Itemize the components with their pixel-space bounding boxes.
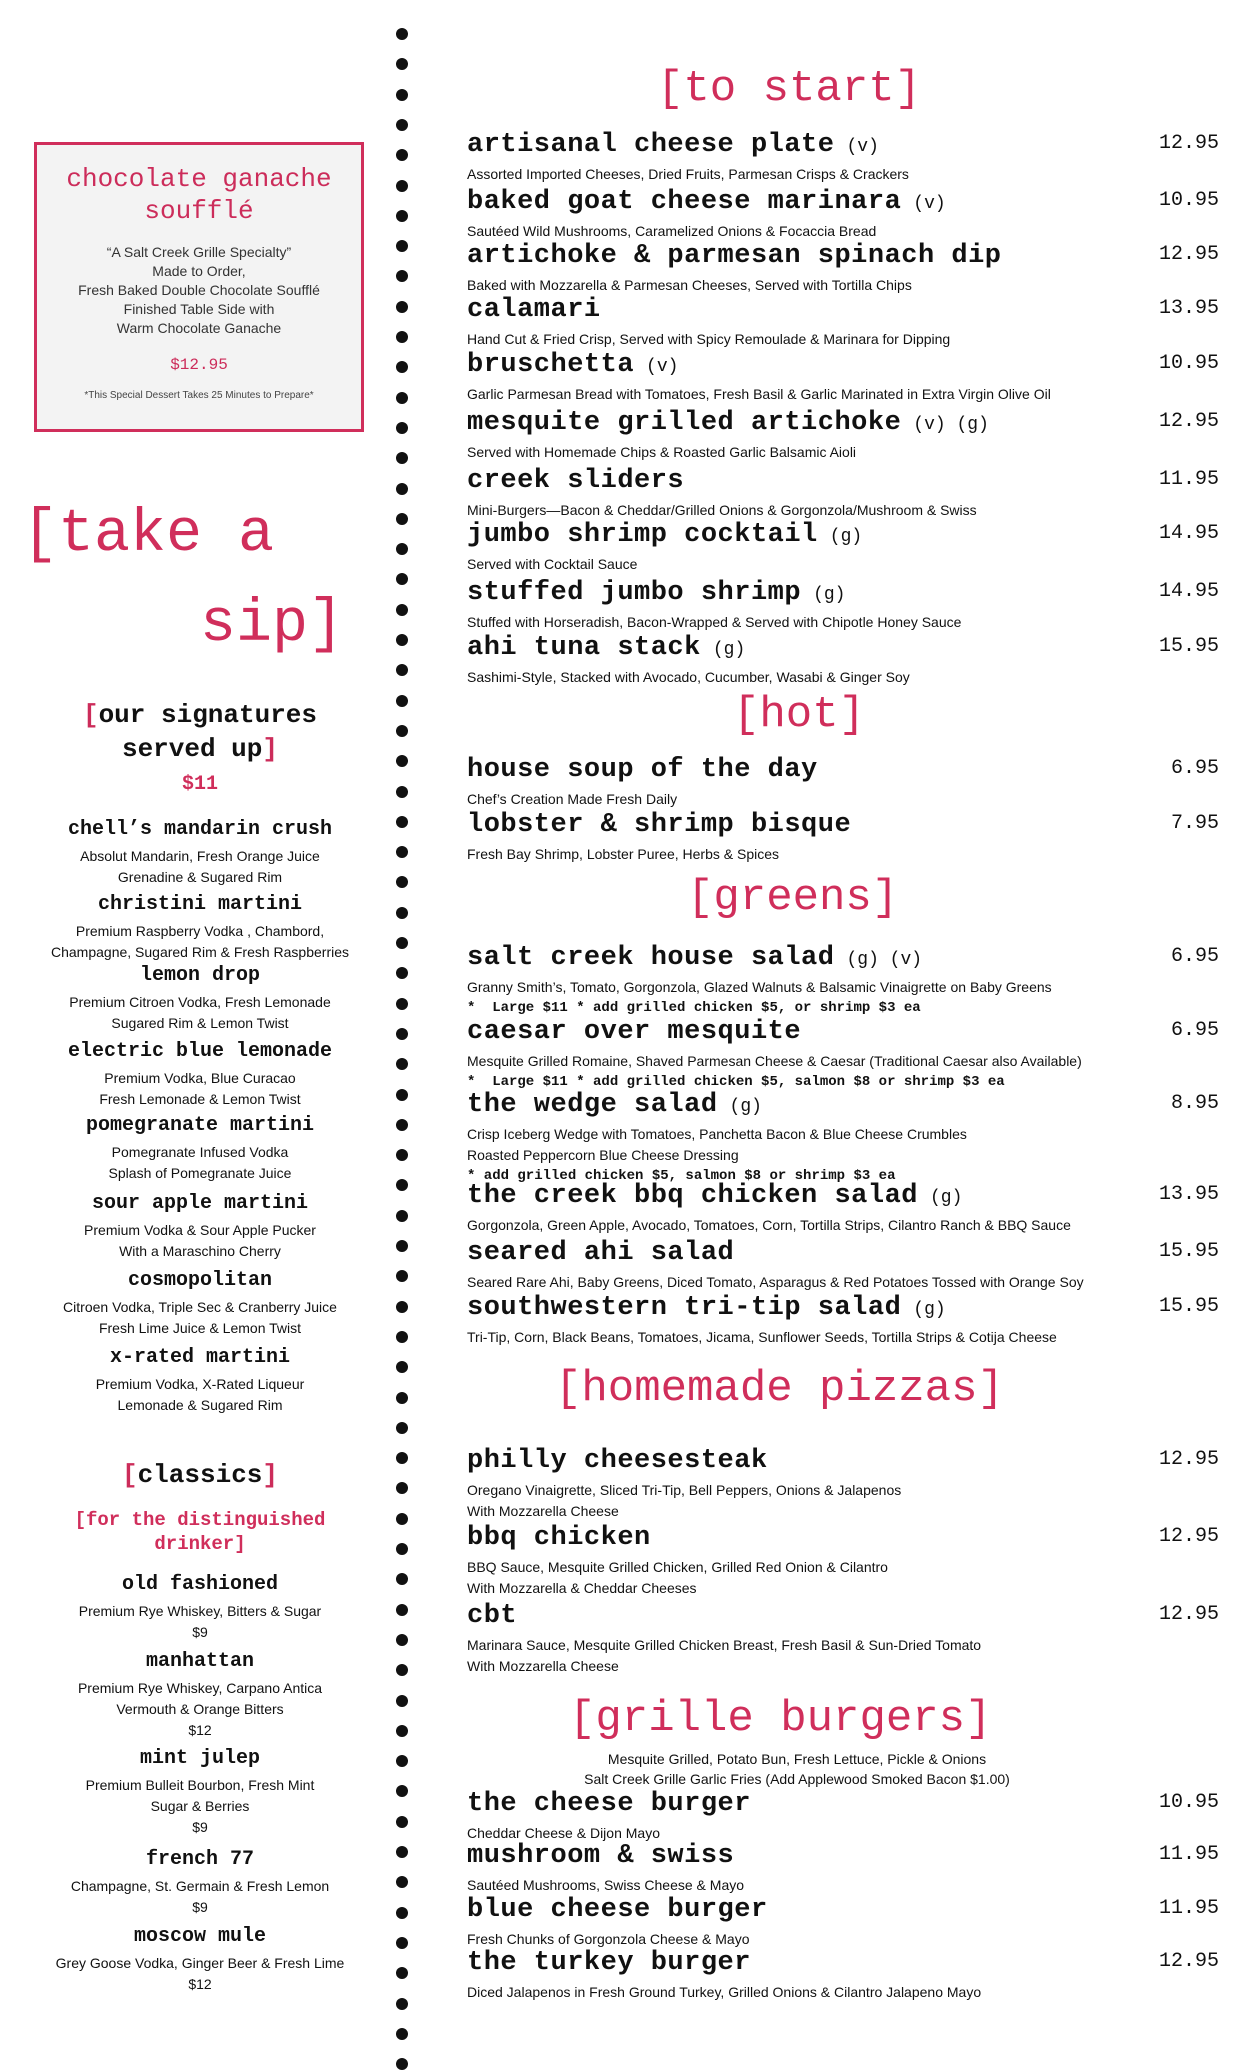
- divider-dot: [396, 664, 408, 676]
- menu-item-price: 8.95: [1170, 1092, 1219, 1115]
- souffle-desc-line: Made to Order,: [152, 263, 246, 279]
- divider-dot: [396, 1755, 408, 1767]
- menu-item-name: [467, 241, 1001, 271]
- divider-dot: [396, 1967, 408, 1979]
- menu-item-name: [467, 408, 989, 438]
- menu-item-description: Marinara Sauce, Mesquite Grilled Chicken Breast, Fresh Basil & Sun-Dried Tomato: [467, 1637, 982, 1653]
- menu-item-title: the turkey burger: [467, 1948, 751, 1978]
- menu-item-description: Cheddar Cheese & Dijon Mayo: [467, 1825, 660, 1841]
- divider-dot: [396, 816, 408, 828]
- menu-item-price: 15.95: [1158, 635, 1219, 658]
- menu-item-description: Served with Homemade Chips & Roasted Garlic Balsamic Aioli: [467, 444, 857, 460]
- menu-item-name: [467, 1895, 768, 1925]
- menu-item-price: 11.95: [1158, 468, 1219, 491]
- menu-item-name: [467, 1523, 651, 1553]
- signatures-heading-line2: served up: [121, 734, 263, 764]
- menu-item-description: Tri-Tip, Corn, Black Beans, Tomatoes, Jicama, Sunflower Seeds, Tortilla Strips & Cotija Cheese: [467, 1329, 1057, 1345]
- signature-drink-desc: Fresh Lemonade & Lemon Twist: [99, 1091, 301, 1107]
- divider-dot: [396, 846, 408, 858]
- menu-item-description: Fresh Bay Shrimp, Lobster Puree, Herbs & Spices: [467, 846, 780, 862]
- menu-item-name: [467, 1090, 762, 1120]
- burger-intro-line: Salt Creek Grille Garlic Fries (Add Applewood Smoked Bacon $1.00): [584, 1771, 1010, 1787]
- dotted-divider: [396, 14, 416, 2044]
- souffle-feature-box: [34, 142, 364, 432]
- menu-item-price: 11.95: [1158, 1897, 1219, 1920]
- classic-drink-desc: Grey Goose Vodka, Ginger Beer & Fresh Lime: [55, 1955, 345, 1971]
- classic-drink-desc: $9: [192, 1624, 208, 1640]
- menu-item-dietary-tag: (v): [846, 137, 879, 157]
- menu-item-title: philly cheesesteak: [467, 1446, 768, 1476]
- signature-drink-name: electric blue lemonade: [67, 1040, 333, 1063]
- menu-item-name: [467, 295, 601, 325]
- divider-dot: [396, 513, 408, 525]
- divider-dot: [396, 725, 408, 737]
- classic-drink-desc: Premium Bulleit Bourbon, Fresh Mint: [85, 1777, 315, 1793]
- classics-subtitle-line1: [for the distinguished: [74, 1509, 326, 1531]
- menu-item-description: With Mozzarella Cheese: [467, 1503, 619, 1519]
- menu-item-title: the creek bbq chicken salad: [467, 1181, 918, 1211]
- signature-drink-desc: Citroen Vodka, Triple Sec & Cranberry Juice: [63, 1299, 337, 1315]
- divider-dot: [396, 270, 408, 282]
- divider-dot: [396, 1422, 408, 1434]
- divider-dot: [396, 1816, 408, 1828]
- menu-item-price: 10.95: [1158, 189, 1219, 212]
- menu-item-name: [467, 130, 879, 160]
- divider-dot: [396, 1573, 408, 1585]
- menu-item-title: salt creek house salad: [467, 943, 835, 973]
- divider-dot: [396, 452, 408, 464]
- menu-item-title: jumbo shrimp cocktail: [467, 520, 818, 550]
- menu-item-description: Chef’s Creation Made Fresh Daily: [467, 791, 678, 807]
- divider-dot: [396, 1695, 408, 1707]
- divider-dot: [396, 149, 408, 161]
- menu-item-title: blue cheese burger: [467, 1895, 768, 1925]
- divider-dot: [396, 1149, 408, 1161]
- divider-dot: [396, 2058, 408, 2070]
- divider-dot: [396, 1634, 408, 1646]
- signatures-heading-line1: our signatures: [98, 700, 318, 730]
- menu-item-name: [467, 1181, 962, 1211]
- divider-dot: [396, 967, 408, 979]
- menu-item-title: baked goat cheese marinara: [467, 187, 902, 217]
- divider-dot: [396, 1482, 408, 1494]
- menu-item-title: mesquite grilled artichoke: [467, 408, 902, 438]
- menu-item-price: 6.95: [1170, 1019, 1219, 1042]
- signature-drink-desc: Premium Raspberry Vodka , Chambord,: [75, 923, 325, 939]
- souffle-note: *This Special Dessert Takes 25 Minutes to Prepare*: [84, 390, 314, 401]
- divider-dot: [396, 695, 408, 707]
- souffle-desc-line: Finished Table Side with: [123, 301, 275, 317]
- menu-item-name: [467, 1841, 734, 1871]
- signature-drink-desc: Pomegranate Infused Vodka: [111, 1144, 289, 1160]
- classics-bracket-close: ]: [262, 1460, 279, 1490]
- menu-item-description: Granny Smith’s, Tomato, Gorgonzola, Glazed Walnuts & Balsamic Vinaigrette on Baby Greens: [467, 979, 1052, 995]
- souffle-desc-line: “A Salt Creek Grille Specialty”: [106, 244, 292, 260]
- menu-item-name: [467, 633, 745, 663]
- menu-item-description: Garlic Parmesan Bread with Tomatoes, Fresh Basil & Garlic Marinated in Extra Virgin Olive Oil: [467, 386, 1051, 402]
- divider-dot: [396, 786, 408, 798]
- divider-dot: [396, 2028, 408, 2040]
- divider-dot: [396, 1028, 408, 1040]
- divider-dot: [396, 1301, 408, 1313]
- menu-item-dietary-tag: (g): [913, 1300, 946, 1320]
- menu-item-price: 13.95: [1158, 297, 1219, 320]
- menu-item-name: [467, 943, 922, 973]
- menu-item-price: 15.95: [1158, 1295, 1219, 1318]
- menu-item-price: 12.95: [1158, 1950, 1219, 1973]
- divider-dot: [396, 1543, 408, 1555]
- classics-title: classics: [137, 1460, 263, 1490]
- menu-item-description: Sashimi-Style, Stacked with Avocado, Cucumber, Wasabi & Ginger Soy: [467, 669, 910, 685]
- menu-item-price: 11.95: [1158, 1843, 1219, 1866]
- divider-dot: [396, 240, 408, 252]
- menu-item-name: [467, 1293, 946, 1323]
- divider-dot: [396, 755, 408, 767]
- divider-dot: [396, 28, 408, 40]
- signature-drink-name: lemon drop: [139, 964, 261, 987]
- classics-subtitle: [20, 1508, 380, 1556]
- menu-item-title: house soup of the day: [467, 755, 818, 785]
- menu-item-title: ahi tuna stack: [467, 633, 701, 663]
- classic-drink-name: old fashioned: [121, 1573, 279, 1596]
- divider-dot: [396, 1998, 408, 2010]
- menu-item-dietary-tag: (v): [913, 194, 946, 214]
- menu-item-name: [467, 1789, 751, 1819]
- divider-dot: [396, 1452, 408, 1464]
- divider-dot: [396, 1089, 408, 1101]
- classic-drink-name: manhattan: [145, 1650, 255, 1673]
- menu-item-description: Mini-Burgers—Bacon & Cheddar/Grilled Onions & Gorgonzola/Mushroom & Swiss: [467, 502, 977, 518]
- menu-item-title: the wedge salad: [467, 1090, 718, 1120]
- divider-dot: [396, 1876, 408, 1888]
- menu-item-price: 12.95: [1158, 1603, 1219, 1626]
- menu-item-description: Baked with Mozzarella & Parmesan Cheeses, Served with Tortilla Chips: [467, 277, 912, 293]
- menu-item-title: creek sliders: [467, 466, 685, 496]
- menu-item-name: [467, 520, 862, 550]
- menu-item-description: Roasted Peppercorn Blue Cheese Dressing: [467, 1147, 739, 1163]
- classics-subtitle-line2: drinker]: [154, 1533, 246, 1555]
- divider-dot: [396, 1513, 408, 1525]
- classic-drink-desc: Premium Rye Whiskey, Bitters & Sugar: [78, 1603, 322, 1619]
- menu-item-name: [467, 1017, 801, 1047]
- divider-dot: [396, 331, 408, 343]
- menu-item-title: artisanal cheese plate: [467, 130, 835, 160]
- menu-item-dietary-tag: (g): [829, 527, 863, 547]
- divider-dot: [396, 1725, 408, 1737]
- menu-item-name: [467, 1238, 734, 1268]
- signature-drink-desc: Grenadine & Sugared Rim: [117, 869, 283, 885]
- divider-dot: [396, 1937, 408, 1949]
- divider-dot: [396, 1331, 408, 1343]
- menu-item-price: 10.95: [1158, 352, 1219, 375]
- divider-dot: [396, 210, 408, 222]
- signature-drink-desc: Premium Vodka, Blue Curacao: [104, 1070, 296, 1086]
- menu-item-name: [467, 755, 818, 785]
- signatures-bracket-close: ]: [262, 734, 279, 764]
- classic-drink-desc: $9: [192, 1819, 208, 1835]
- menu-item-price: 12.95: [1158, 410, 1219, 433]
- menu-item-price: 12.95: [1158, 132, 1219, 155]
- section-greens: [greens]: [687, 873, 899, 923]
- divider-dot: [396, 392, 408, 404]
- divider-dot: [396, 1785, 408, 1797]
- signature-drink-desc: Lemonade & Sugared Rim: [117, 1397, 283, 1413]
- menu-item-title: caesar over mesquite: [467, 1017, 802, 1047]
- menu-item-description: Diced Jalapenos in Fresh Ground Turkey, Grilled Onions & Cilantro Jalapeno Mayo: [467, 1984, 982, 2000]
- section-homemade-pizzas: [homemade pizzas]: [555, 1364, 1004, 1414]
- menu-item-dietary-tag: (g): [813, 585, 846, 605]
- menu-item-title: lobster & shrimp bisque: [467, 810, 852, 840]
- menu-item-description: Sautéed Wild Mushrooms, Caramelized Onions & Focaccia Bread: [467, 223, 877, 239]
- divider-dot: [396, 180, 408, 192]
- menu-item-description: Served with Cocktail Sauce: [467, 556, 638, 572]
- menu-item-price: 14.95: [1158, 522, 1219, 545]
- section-grille-burgers: [grille burgers]: [569, 1694, 992, 1744]
- divider-dot: [396, 1240, 408, 1252]
- divider-dot: [396, 937, 408, 949]
- menu-item-description: BBQ Sauce, Mesquite Grilled Chicken, Grilled Red Onion & Cilantro: [467, 1559, 888, 1575]
- menu-item-description: Crisp Iceberg Wedge with Tomatoes, Panchetta Bacon & Blue Cheese Crumbles: [467, 1126, 967, 1142]
- divider-dot: [396, 573, 408, 585]
- take-a-sip-heading-line1: [take a: [22, 501, 275, 569]
- menu-item-name: [467, 810, 851, 840]
- signature-drink-name: sour apple martini: [91, 1192, 309, 1215]
- souffle-desc-line: Fresh Baked Double Chocolate Soufflé: [78, 282, 320, 298]
- menu-item-description: Sautéed Mushrooms, Swiss Cheese & Mayo: [467, 1877, 745, 1893]
- classic-drink-desc: Premium Rye Whiskey, Carpano Antica: [77, 1680, 323, 1696]
- menu-item-price: 12.95: [1158, 1448, 1219, 1471]
- menu-item-description: Fresh Chunks of Gorgonzola Cheese & Mayo: [467, 1931, 750, 1947]
- menu-item-description: Gorgonzola, Green Apple, Avocado, Tomatoes, Corn, Tortilla Strips, Cilantro Ranch & BBQ Sauce: [467, 1217, 1071, 1233]
- classic-drink-desc: Champagne, St. Germain & Fresh Lemon: [70, 1878, 330, 1894]
- souffle-title-line2: soufflé: [144, 196, 254, 226]
- menu-item-dietary-tag: (g): [729, 1097, 762, 1117]
- classic-drink-name: mint julep: [139, 1747, 261, 1770]
- signature-drink-desc: Absolut Mandarin, Fresh Orange Juice: [80, 848, 320, 864]
- signatures-bracket-open: [: [82, 700, 99, 730]
- menu-item-description: Stuffed with Horseradish, Bacon-Wrapped & Served with Chipotle Honey Sauce: [467, 614, 962, 630]
- divider-dot: [396, 634, 408, 646]
- menu-item-price: 7.95: [1170, 812, 1219, 835]
- signature-drink-desc: Premium Vodka & Sour Apple Pucker: [84, 1222, 316, 1238]
- classic-drink-desc: $9: [192, 1899, 208, 1915]
- divider-dot: [396, 1210, 408, 1222]
- burger-intro-line: Mesquite Grilled, Potato Bun, Fresh Lettuce, Pickle & Onions: [607, 1751, 987, 1767]
- souffle-title-line1: chocolate ganache: [66, 164, 332, 194]
- menu-item-price: 13.95: [1158, 1183, 1219, 1206]
- divider-dot: [396, 119, 408, 131]
- menu-item-description: With Mozzarella & Cheddar Cheeses: [467, 1580, 697, 1596]
- menu-item-title: stuffed jumbo shrimp: [467, 578, 802, 608]
- menu-item-price: 6.95: [1170, 757, 1219, 780]
- take-a-sip-heading-line2: sip]: [200, 591, 345, 659]
- menu-item-name: [467, 1446, 768, 1476]
- menu-item-dietary-tag: (v): [646, 357, 679, 377]
- classic-drink-desc: Vermouth & Orange Bitters: [116, 1701, 284, 1717]
- menu-item-price: 12.95: [1158, 243, 1219, 266]
- divider-dot: [396, 876, 408, 888]
- divider-dot: [396, 361, 408, 373]
- divider-dot: [396, 1179, 408, 1191]
- section-to-start: [to start]: [657, 64, 922, 114]
- divider-dot: [396, 998, 408, 1010]
- divider-dot: [396, 483, 408, 495]
- divider-dot: [396, 604, 408, 616]
- divider-dot: [396, 1907, 408, 1919]
- divider-dot: [396, 1664, 408, 1676]
- divider-dot: [396, 89, 408, 101]
- menu-item-description: Hand Cut & Fried Crisp, Served with Spicy Remoulade & Marinara for Dipping: [467, 331, 951, 347]
- menu-item-title: southwestern tri-tip salad: [467, 1293, 902, 1323]
- signature-drink-name: chell’s mandarin crush: [67, 818, 333, 841]
- signatures-heading: [20, 698, 380, 766]
- souffle-price: $12.95: [170, 356, 228, 374]
- divider-dot: [396, 1846, 408, 1858]
- classic-drink-desc: $12: [188, 1722, 212, 1738]
- menu-item-dietary-tag: (g): [929, 1188, 963, 1208]
- signature-drink-desc: Premium Citroen Vodka, Fresh Lemonade: [69, 994, 331, 1010]
- classic-drink-desc: Sugar & Berries: [150, 1798, 250, 1814]
- menu-item-title: mushroom & swiss: [467, 1841, 735, 1871]
- divider-dot: [396, 1119, 408, 1131]
- divider-dot: [396, 422, 408, 434]
- menu-item-title: cbt: [467, 1601, 518, 1631]
- menu-item-dietary-tag: (g): [712, 640, 746, 660]
- menu-item-name: [467, 187, 946, 217]
- signature-drink-name: christini martini: [97, 893, 303, 916]
- menu-item-description: Oregano Vinaigrette, Sliced Tri-Tip, Bell Peppers, Onions & Jalapenos: [467, 1482, 902, 1498]
- classic-drink-name: french 77: [145, 1848, 255, 1871]
- divider-dot: [396, 301, 408, 313]
- souffle-desc-line: Warm Chocolate Ganache: [116, 320, 282, 336]
- signature-drink-desc: Premium Vodka, X-Rated Liqueur: [95, 1376, 305, 1392]
- signature-drink-desc: Champagne, Sugared Rim & Fresh Raspberries: [50, 944, 350, 960]
- signature-drink-desc: Splash of Pomegranate Juice: [108, 1165, 292, 1181]
- signature-drink-desc: Fresh Lime Juice & Lemon Twist: [98, 1320, 302, 1336]
- menu-item-addon-note: * Large $11 * add grilled chicken $5, salmon $8 or shrimp $3 ea: [467, 1074, 1005, 1090]
- menu-item-title: bbq chicken: [467, 1523, 651, 1553]
- divider-dot: [396, 1392, 408, 1404]
- divider-dot: [396, 1604, 408, 1616]
- menu-item-description: Assorted Imported Cheeses, Dried Fruits, Parmesan Crisps & Crackers: [467, 166, 909, 182]
- menu-item-addon-note: * Large $11 * add grilled chicken $5, or shrimp $3 ea: [467, 1000, 921, 1016]
- menu-item-price: 6.95: [1170, 945, 1219, 968]
- menu-item-title: the cheese burger: [467, 1789, 751, 1819]
- divider-dot: [396, 907, 408, 919]
- menu-item-price: 12.95: [1158, 1525, 1219, 1548]
- menu-item-title: seared ahi salad: [467, 1238, 735, 1268]
- menu-item-description: Seared Rare Ahi, Baby Greens, Diced Tomato, Asparagus & Red Potatoes Tossed with Orange Soy: [467, 1274, 1084, 1290]
- menu-item-name: [467, 1948, 751, 1978]
- signature-drink-name: cosmopolitan: [127, 1269, 273, 1292]
- menu-item-title: bruschetta: [467, 350, 635, 380]
- signature-drink-name: x-rated martini: [109, 1346, 291, 1369]
- menu-item-price: 15.95: [1158, 1240, 1219, 1263]
- menu-item-description: Mesquite Grilled Romaine, Shaved Parmesan Cheese & Caesar (Traditional Caesar also Available): [467, 1053, 1082, 1069]
- divider-dot: [396, 1361, 408, 1373]
- menu-item-title: artichoke & parmesan spinach dip: [467, 241, 1002, 271]
- menu-item-dietary-tag: (v) (g): [913, 415, 989, 435]
- signature-drink-name: pomegranate martini: [85, 1114, 315, 1137]
- menu-item-name: [467, 1601, 517, 1631]
- menu-item-price: 10.95: [1158, 1791, 1219, 1814]
- menu-item-price: 14.95: [1158, 580, 1219, 603]
- menu-item-title: calamari: [467, 295, 601, 325]
- souffle-title: [37, 163, 361, 227]
- classics-bracket-open: [: [121, 1460, 138, 1490]
- section-hot: [hot]: [733, 690, 866, 740]
- classics-heading: [20, 1460, 380, 1490]
- menu-item-addon-note: * add grilled chicken $5, salmon $8 or shrimp $3 ea: [467, 1168, 896, 1184]
- divider-dot: [396, 1270, 408, 1282]
- menu-item-description: With Mozzarella Cheese: [467, 1658, 619, 1674]
- classic-drink-name: moscow mule: [133, 1925, 267, 1948]
- signature-drink-desc: With a Maraschino Cherry: [119, 1243, 281, 1259]
- souffle-description: [37, 243, 361, 338]
- menu-item-name: [467, 350, 678, 380]
- menu-item-dietary-tag: (g) (v): [846, 950, 923, 970]
- divider-dot: [396, 1058, 408, 1070]
- divider-dot: [396, 543, 408, 555]
- classic-drink-desc: $12: [188, 1976, 212, 1992]
- menu-item-name: [467, 466, 684, 496]
- signature-drink-desc: Sugared Rim & Lemon Twist: [111, 1015, 289, 1031]
- divider-dot: [396, 58, 408, 70]
- signatures-price: $11: [181, 773, 218, 796]
- menu-item-name: [467, 578, 845, 608]
